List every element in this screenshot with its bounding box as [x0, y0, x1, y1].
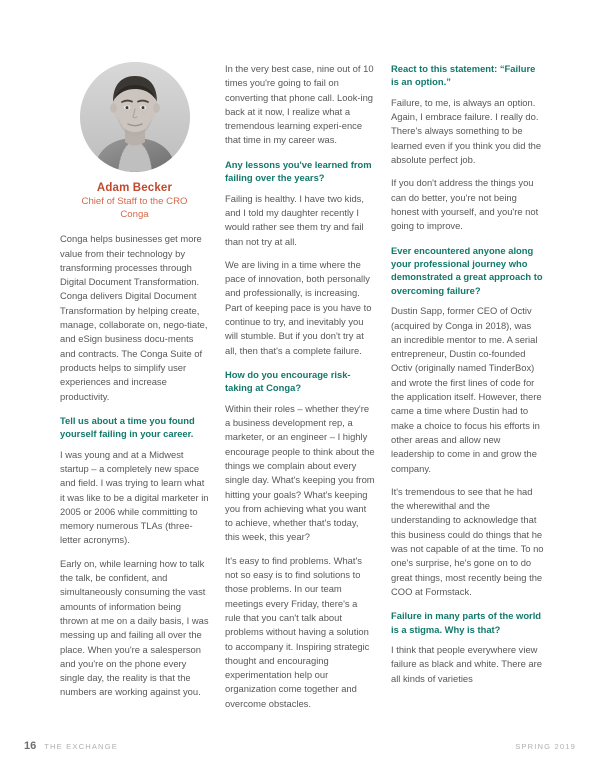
paragraph: Failure, to me, is always an option. Again, I embrace failure. I really do. There's always something to be learned even if you think you did the absolute perfect job.	[391, 96, 542, 166]
paragraph: If you don't address the things you can do better, you're not being honest with yourself, and you're not going to improve.	[391, 177, 539, 232]
paragraph: Conga helps businesses get more value from their technology by transforming processes through Digital Document Transformation. Conga delivers Digital Document Transformation by helping create, manage, collaborate on, nego-tiate, and eSign business docu-ments and contracts. The Conga Suite of products helps to simplify user experiences and increase productivity.	[60, 233, 208, 402]
paragraph: It's tremendous to see that he had the wherewithal and the understanding to acknowledge that this business could do things that he was not capable of at the time. To no one's surprise, he's gone on to do great things, most recently being the COO at Formstack.	[391, 485, 544, 597]
paragraph: Failing is healthy. I have two kids, and I told my daughter recently I would rather see them try and fail than not try at all.	[225, 192, 364, 247]
publication-name: THE EXCHANGE	[44, 742, 118, 751]
question-heading: Any lessons you've learned from failing over the years?	[225, 158, 372, 184]
paragraph: In the very best case, nine out of 10 times you're going to fail on converting that phone call. Look-ing back at it now, I realize what a tremendous learning experi-ence that time in my career was.	[225, 63, 374, 146]
question-heading: Tell us about a time you found yourself failing in your career.	[60, 414, 195, 440]
paragraph: Dustin Sapp, former CEO of Octiv (acquired by Conga in 2018), was an incredible mentor to me. A serial entrepreneur, Dustin co-founded Octiv (originally named TinderBox) and wrote the first lines of code for the application itself. However, there came a time where Dustin had to make a choice to focus his efforts in other areas and allow new leadership to come in and grow the company.	[391, 305, 542, 474]
article-columns	[60, 62, 544, 722]
portrait-container	[60, 62, 209, 172]
paragraph: I was young and at a Midwest startup – a completely new space and field. I was trying to learn what it was like to be a digital marketer in 2005 or 2006 while committing to memory numerous TLAs (three-letter acronyms).	[60, 448, 209, 546]
question-heading: How do you encourage risk-taking at Conga?	[225, 368, 351, 394]
paragraph: I think that people everywhere view failure as black and white. There are all kinds of varieties	[391, 644, 542, 684]
page-footer	[0, 740, 600, 754]
page-number: 16	[24, 740, 37, 752]
byline-role: Chief of Staff to the CRO	[81, 196, 188, 208]
question-heading: React to this statement: “Failure is an option.”	[391, 63, 536, 88]
adam-becker-portrait	[80, 62, 190, 172]
question-heading: Failure in many parts of the world is a stigma. Why is that?	[391, 610, 542, 635]
article-column-3	[391, 62, 544, 722]
byline-name: Adam Becker	[96, 182, 173, 194]
paragraph: It's easy to find problems. What's not so easy is to find solutions to those problems. In our team meetings every Friday, there's a rule that you can't talk about problems without having a solution to accompany it. Inspiring strategic thought and encouraging experimentation help our organization come together and overcome obstacles.	[225, 554, 370, 709]
paragraph: Early on, while learning how to talk the talk, be confident, and simultaneously consuming the vast amounts of information being thrown at me on a daily basis, I was messing up and failing all over the place. When you're a salesperson and you're on the phone every single day, the reality is that the numbers are working against you.	[60, 557, 209, 698]
question-heading: Ever encountered anyone along your professional journey who demonstrated a great approach to overcoming failure?	[391, 244, 543, 296]
byline	[60, 181, 209, 222]
paragraph: We are living in a time where the pace of innovation, both personally and professionally, is increasing. Part of keeping pace is you have to continue to try, and inevitably you will stumble. But if you don't try at all, then that's a complete failure.	[225, 258, 372, 356]
article-column-2	[225, 62, 375, 722]
article-column-1	[60, 62, 209, 722]
footer-left	[24, 740, 118, 752]
byline-company: Conga	[120, 209, 149, 221]
issue-date: SPRING 2019	[515, 742, 576, 751]
paragraph: Within their roles – whether they're a business development rep, a marketer, or an engineer – I highly encourage people to think about the things we complain about every single day. What's keeping you from hitting your goals? What's keeping you from achieving what you want to achieve, whether that's today, this week, this year?	[225, 402, 375, 543]
